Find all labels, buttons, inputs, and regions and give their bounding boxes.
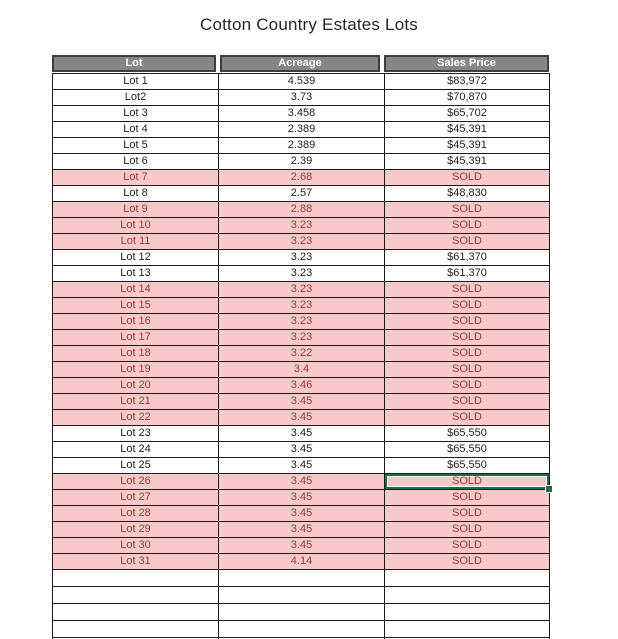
empty-cell[interactable] [219, 587, 385, 604]
table-row [53, 74, 550, 90]
cell-price[interactable]: SOLD [385, 490, 550, 506]
cell-acreage[interactable]: 2.68 [219, 170, 385, 186]
cell-lot[interactable]: Lot 9 [53, 202, 219, 218]
empty-cell[interactable] [385, 570, 550, 587]
cell-price[interactable]: SOLD [385, 506, 550, 522]
cell-lot[interactable]: Lot 21 [53, 394, 219, 410]
table-row [53, 298, 550, 314]
cell-lot[interactable]: Lot 5 [53, 138, 219, 154]
cell-lot[interactable]: Lot 26 [53, 474, 219, 490]
table-row [53, 122, 550, 138]
empty-cell[interactable] [385, 587, 550, 604]
cell-acreage[interactable]: 3.458 [219, 106, 385, 122]
cell-lot[interactable]: Lot 14 [53, 282, 219, 298]
cell-price[interactable]: SOLD [385, 410, 550, 426]
cell-acreage[interactable]: 3.4 [219, 362, 385, 378]
cell-price[interactable]: SOLD [385, 234, 550, 250]
cell-price[interactable]: $61,370 [385, 250, 550, 266]
table-row [53, 186, 550, 202]
table-row [53, 90, 550, 106]
selected-cell[interactable]: SOLD [385, 474, 550, 490]
table-row [53, 170, 550, 186]
cell-lot[interactable]: Lot 10 [53, 218, 219, 234]
cell-acreage[interactable]: 3.23 [219, 266, 385, 282]
cell-lot[interactable]: Lot 20 [53, 378, 219, 394]
cell-acreage[interactable]: 3.23 [219, 314, 385, 330]
cell-price[interactable]: $65,550 [385, 458, 550, 474]
cell-acreage[interactable]: 3.23 [219, 282, 385, 298]
cell-acreage[interactable]: 3.45 [219, 506, 385, 522]
table-row [53, 282, 550, 298]
table-row [53, 522, 550, 538]
table-row [53, 202, 550, 218]
empty-row [53, 604, 550, 621]
cell-price[interactable]: SOLD [385, 378, 550, 394]
cell-lot[interactable]: Lot 22 [53, 410, 219, 426]
cell-acreage[interactable]: 3.45 [219, 474, 385, 490]
cell-price[interactable]: SOLD [385, 282, 550, 298]
cell-price[interactable]: $45,391 [385, 154, 550, 170]
cell-price[interactable]: $48,830 [385, 186, 550, 202]
cell-lot[interactable]: Lot 25 [53, 458, 219, 474]
table-row [53, 138, 550, 154]
cell-lot[interactable]: Lot 16 [53, 314, 219, 330]
cell-acreage[interactable]: 3.73 [219, 90, 385, 106]
cell-lot[interactable]: Lot 30 [53, 538, 219, 554]
cell-price[interactable]: $65,702 [385, 106, 550, 122]
cell-acreage[interactable]: 2.389 [219, 122, 385, 138]
table-row [53, 362, 550, 378]
cell-acreage[interactable]: 3.45 [219, 458, 385, 474]
cell-lot[interactable]: Lot 11 [53, 234, 219, 250]
cell-acreage[interactable]: 3.45 [219, 394, 385, 410]
cell-acreage[interactable]: 3.45 [219, 522, 385, 538]
table-row [53, 474, 550, 490]
empty-cell[interactable] [53, 570, 219, 587]
table-row [53, 378, 550, 394]
cell-lot[interactable]: Lot 8 [53, 186, 219, 202]
cell-lot[interactable]: Lot 27 [53, 490, 219, 506]
cell-acreage[interactable]: 3.23 [219, 250, 385, 266]
cell-price[interactable]: SOLD [385, 218, 550, 234]
table-header [52, 55, 549, 72]
cell-acreage[interactable]: 3.23 [219, 298, 385, 314]
cell-lot[interactable]: Lot 23 [53, 426, 219, 442]
cell-lot[interactable]: Lot 4 [53, 122, 219, 138]
cell-price[interactable]: SOLD [385, 362, 550, 378]
lots-table [52, 73, 550, 639]
cell-lot[interactable]: Lot2 [53, 90, 219, 106]
empty-cell[interactable] [219, 604, 385, 621]
table-row [53, 330, 550, 346]
cell-price[interactable]: $45,391 [385, 138, 550, 154]
cell-lot[interactable]: Lot 19 [53, 362, 219, 378]
table-row [53, 490, 550, 506]
cell-price[interactable]: $45,391 [385, 122, 550, 138]
cell-price[interactable]: $61,370 [385, 266, 550, 282]
empty-cell[interactable] [219, 621, 385, 638]
cell-lot[interactable]: Lot 29 [53, 522, 219, 538]
table-row [53, 106, 550, 122]
cell-lot[interactable]: Lot 18 [53, 346, 219, 362]
column-header-sales-price[interactable]: Sales Price [384, 55, 549, 72]
table-row [53, 218, 550, 234]
cell-acreage[interactable]: 3.45 [219, 410, 385, 426]
cell-acreage[interactable]: 4.539 [219, 74, 385, 90]
empty-row [53, 587, 550, 604]
cell-acreage[interactable]: 3.45 [219, 426, 385, 442]
cell-price[interactable]: SOLD [385, 554, 550, 570]
empty-cell[interactable] [53, 587, 219, 604]
empty-row [53, 621, 550, 638]
cell-price[interactable]: SOLD [385, 346, 550, 362]
table-row [53, 538, 550, 554]
cell-price[interactable]: SOLD [385, 298, 550, 314]
cell-lot[interactable]: Lot 1 [53, 74, 219, 90]
column-header-acreage[interactable]: Acreage [220, 55, 380, 72]
empty-cell[interactable] [219, 570, 385, 587]
table-row [53, 442, 550, 458]
cell-price[interactable]: SOLD [385, 330, 550, 346]
cell-lot[interactable]: Lot 6 [53, 154, 219, 170]
cell-price[interactable]: $83,972 [385, 74, 550, 90]
empty-cell[interactable] [53, 621, 219, 638]
cell-acreage[interactable]: 3.23 [219, 218, 385, 234]
cell-acreage[interactable]: 3.23 [219, 330, 385, 346]
cell-price[interactable]: $65,550 [385, 426, 550, 442]
cell-acreage[interactable]: 2.88 [219, 202, 385, 218]
table-row [53, 506, 550, 522]
cell-acreage[interactable]: 2.389 [219, 138, 385, 154]
empty-row [53, 570, 550, 587]
cell-price[interactable]: SOLD [385, 314, 550, 330]
cell-acreage[interactable]: 3.45 [219, 538, 385, 554]
empty-cell[interactable] [53, 604, 219, 621]
cell-acreage[interactable]: 2.39 [219, 154, 385, 170]
sheet-title: Cotton Country Estates Lots [199, 15, 418, 34]
cell-acreage[interactable]: 3.45 [219, 490, 385, 506]
empty-cell[interactable] [385, 621, 550, 638]
fill-handle[interactable] [545, 485, 553, 493]
table-row [53, 314, 550, 330]
cell-acreage[interactable]: 3.22 [219, 346, 385, 362]
cell-price[interactable]: $65,550 [385, 442, 550, 458]
cell-acreage[interactable]: 3.23 [219, 234, 385, 250]
cell-lot[interactable]: Lot 31 [53, 554, 219, 570]
table-row [53, 346, 550, 362]
table-row [53, 154, 550, 170]
cell-acreage[interactable]: 4.14 [219, 554, 385, 570]
cell-price[interactable]: SOLD [385, 394, 550, 410]
cell-price[interactable]: SOLD [385, 522, 550, 538]
cell-acreage[interactable]: 3.45 [219, 442, 385, 458]
cell-price[interactable]: $70,870 [385, 90, 550, 106]
table-row [53, 458, 550, 474]
table-row [53, 394, 550, 410]
table-row [53, 234, 550, 250]
table-row [53, 250, 550, 266]
cell-acreage[interactable]: 3.46 [219, 378, 385, 394]
table-row [53, 410, 550, 426]
cell-price[interactable]: SOLD [385, 538, 550, 554]
cell-lot[interactable]: Lot 3 [53, 106, 219, 122]
column-header-lot[interactable]: Lot [52, 55, 216, 72]
cell-lot[interactable]: Lot 17 [53, 330, 219, 346]
empty-cell[interactable] [385, 604, 550, 621]
cell-lot[interactable]: Lot 13 [53, 266, 219, 282]
cell-lot[interactable]: Lot 28 [53, 506, 219, 522]
table-row [53, 554, 550, 570]
table-row [53, 426, 550, 442]
cell-acreage[interactable]: 2.57 [219, 186, 385, 202]
cell-price[interactable]: SOLD [385, 202, 550, 218]
cell-lot[interactable]: Lot 15 [53, 298, 219, 314]
cell-lot[interactable]: Lot 24 [53, 442, 219, 458]
cell-lot[interactable]: Lot 7 [53, 170, 219, 186]
cell-price[interactable]: SOLD [385, 170, 550, 186]
cell-lot[interactable]: Lot 12 [53, 250, 219, 266]
table-row [53, 266, 550, 282]
